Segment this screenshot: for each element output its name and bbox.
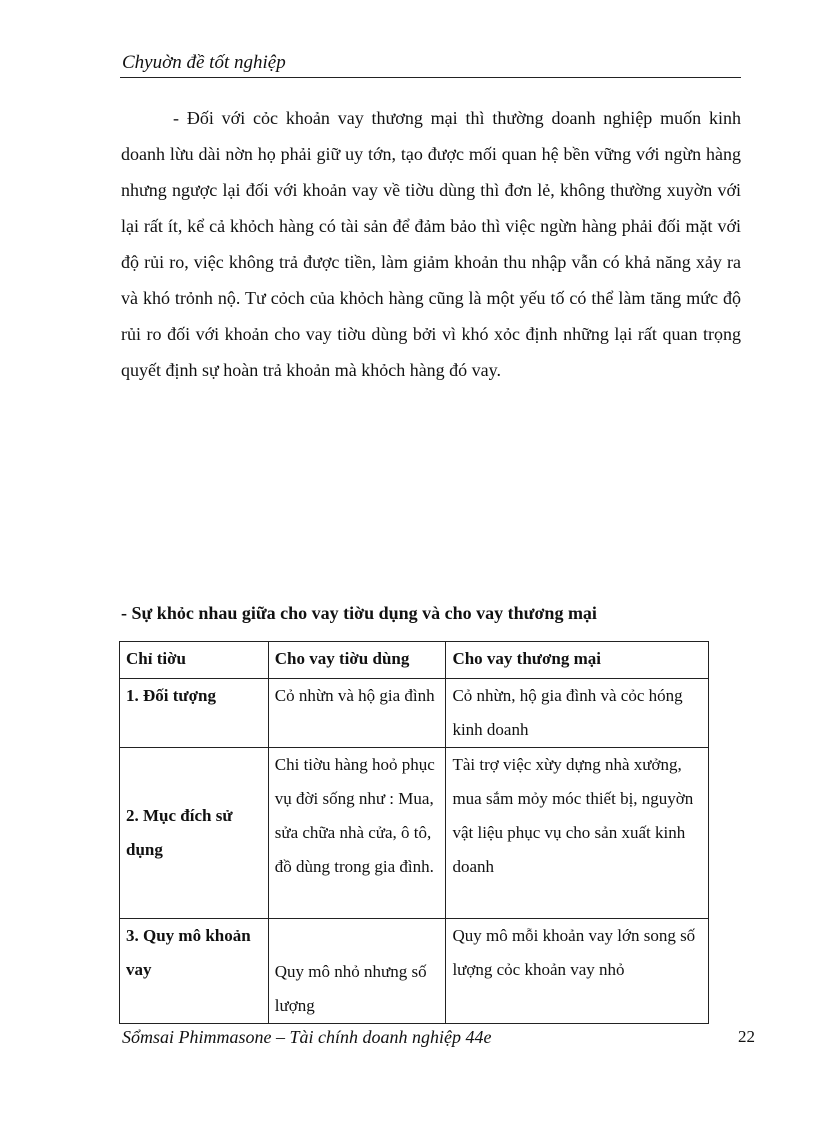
comparison-table	[119, 641, 709, 1024]
header-cell-consumer-loan: Cho vay tiờu dùng	[268, 642, 446, 679]
consumer-cell: Chi tiờu hàng hoỏ phục vụ đời sống như : Mua, sửa chữa nhà cửa, ô tô, đồ dùng trong gia đình.	[268, 748, 446, 919]
header-rule	[120, 77, 741, 78]
page-number: 22	[738, 1027, 755, 1046]
table-caption: - Sự khỏc nhau giữa cho vay tiờu dụng và cho vay thương mại	[121, 603, 597, 623]
commercial-cell: Quy mô mỗi khoản vay lớn song số lượng cỏc khoản vay nhỏ	[446, 919, 709, 1024]
table-row	[120, 748, 709, 919]
table-header-row	[120, 642, 709, 679]
header-cell-criteria: Chỉ tiờu	[120, 642, 269, 679]
header-title: Chyuờn đề tốt nghiệp	[122, 52, 286, 73]
consumer-cell: Cỏ nhừn và hộ gia đình	[268, 679, 446, 748]
commercial-cell: Tài trợ việc xừy dựng nhà xưởng, mua sắm mỏy móc thiết bị, nguyờn vật liệu phục vụ cho sản xuất kinh doanh	[446, 748, 709, 919]
header-cell-commercial-loan: Cho vay thương mại	[446, 642, 709, 679]
commercial-cell: Cỏ nhừn, hộ gia đình và cỏc hóng kinh doanh	[446, 679, 709, 748]
row-criteria: 1. Đối tượng	[120, 679, 269, 748]
row-criteria: 3. Quy mô khoản vay	[120, 919, 269, 1024]
table-row	[120, 919, 709, 1024]
consumer-cell: Quy mô nhỏ nhưng số lượng	[268, 919, 446, 1024]
table-row	[120, 679, 709, 748]
body-paragraph: - Đối với cỏc khoản vay thương mại thì thường doanh nghiệp muốn kinh doanh lừu dài nờn họ phải giữ uy tớn, tạo được mối quan hệ bền vững với ngừn hàng nhưng ngược lại đối với khoản vay về tiờu dùng thì đơn lẻ, không thường xuyờn với lại rất ít, kể cả khỏch hàng có tài sản để đảm bảo thì việc ngừn hàng phải đối mặt với độ rủi ro, việc không trả được tiền, làm giảm khoản thu nhập vẫn có khả năng xảy ra và khó trỏnh nộ. Tư cỏch của khỏch hàng cũng là một yếu tố có thể làm tăng mức độ rủi ro đối với khoản cho vay tiờu dùng bởi vì khó xỏc định những lại rất quan trọng quyết định sự hoàn trả khoản mà khỏch hàng đó vay.	[121, 108, 741, 380]
footer-author: Sổmsai Phimmasone – Tài chính doanh nghiệp 44e	[122, 1027, 492, 1047]
row-criteria: 2. Mục đích sử dụng	[120, 748, 269, 919]
body-text	[121, 100, 741, 388]
